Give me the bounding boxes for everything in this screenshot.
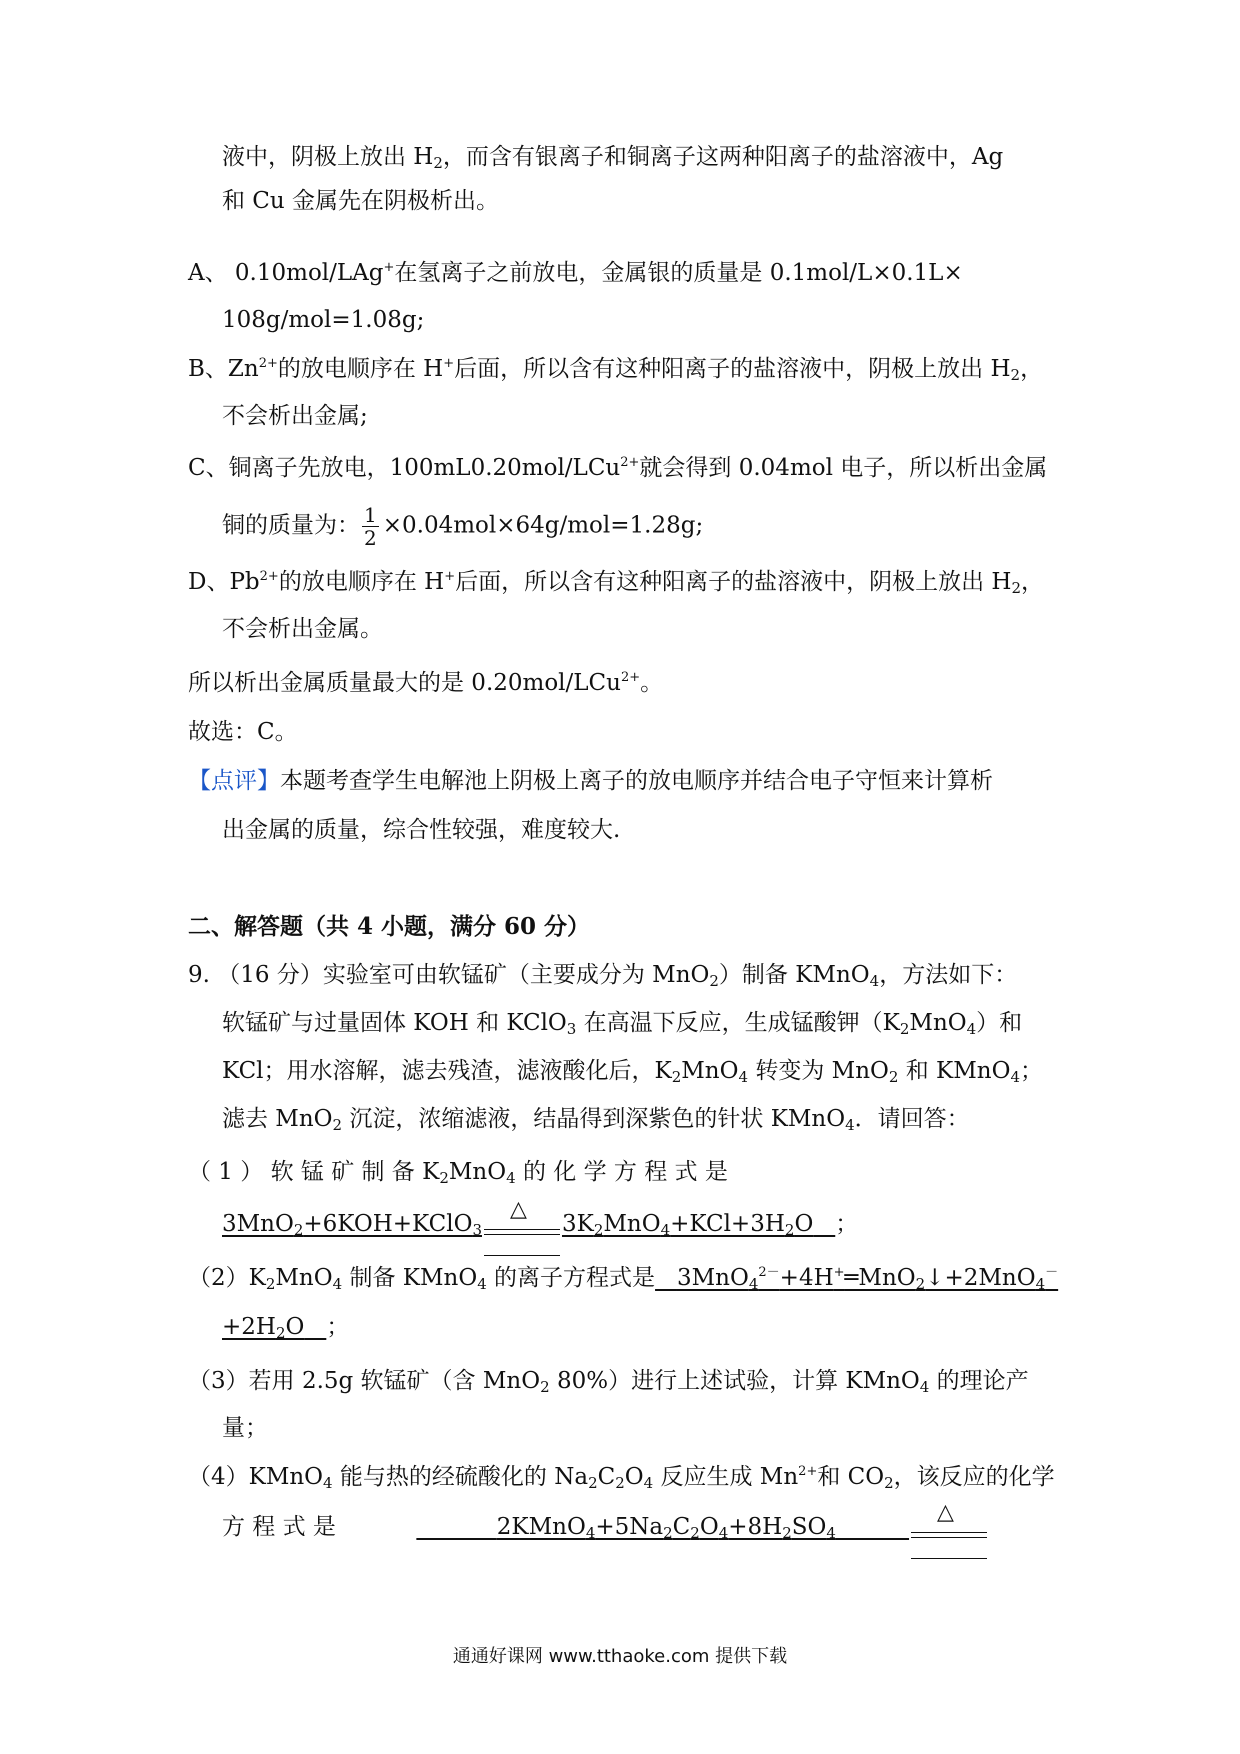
conclusion: 所以析出金属质量最大的是 0.20mol/LCu$^{2+}$。 xyxy=(188,670,664,696)
option-d-cont: 不会析出金属。 xyxy=(222,616,383,642)
answer: 故选：C。 xyxy=(188,719,298,745)
text-line: 液中，阴极上放出 $H_2$，而含有银离子和铜离子这两种阳离子的盐溶液中，Ag xyxy=(222,144,1004,172)
text-line: KCl；用水溶解，滤去残渣，滤液酸化后，$K_2MnO_4$ 转变为 MnO$_2$ 和 KMnO$_4$； xyxy=(222,1058,1043,1086)
option-c-cont: 铜的质量为： $\frac{1}{2}$ ×0.04mol×64g/mol=1.28g; xyxy=(222,503,704,550)
option-a: A、 0.10mol/LAg+在氢离子之前放电，金属银的质量是 0.1mol/L×0.1L× xyxy=(188,260,963,286)
section-heading: 二、解答题（共 4 小题，满分 60 分） xyxy=(188,913,591,940)
fraction: $\frac{1}{2}$ xyxy=(364,503,377,550)
heating-condition: △ xyxy=(482,1209,562,1239)
option-c: C、铜离子先放电，100mL0.20mol/LCu$^{2+}$就会得到 0.04mol 电子，所以析出金属 xyxy=(188,455,1048,481)
equation-4: 方 程 式 是 $2KMnO_4+5Na_2C_2O_4+8H_2SO_4$ △ xyxy=(222,1512,989,1542)
text-line: 和 Cu 金属先在阴极析出。 xyxy=(222,188,500,214)
review: 【点评】本题考查学生电解池上阴极上离子的放电顺序并结合电子守恒来计算析 xyxy=(188,768,993,794)
option-b: B、$Zn^{2+}$的放电顺序在 H+后面，所以含有这种阳离子的盐溶液中，阴极上放出 $H_2$， xyxy=(188,356,1044,384)
text-line: 滤去 MnO$_2$ 沉淀，浓缩滤液，结晶得到深紫色的针状 KMnO$_4$．请回答： xyxy=(222,1106,970,1134)
option-a-cont: 108g/mol=1.08g; xyxy=(222,307,425,333)
equation-1: 3MnO$_2$+6KOH+KClO$_3$ △ $3K_2MnO_4+KCl+3H_2O$ ； xyxy=(222,1209,858,1239)
option-d: D、$Pb^{2+}$的放电顺序在 H+后面，所以含有这种阳离子的盐溶液中，阴极上放出 $H_2$， xyxy=(188,569,1045,597)
equation-2-cont: $+2H_2O$ ； xyxy=(222,1314,350,1342)
sub-question-3: （3）若用 2.5g 软锰矿（含 MnO$_2$ 80%）进行上述试验，计算 KMnO$_4$ 的理论产 xyxy=(188,1368,1029,1396)
question-9: 9. （16 分）实验室可由软锰矿（主要成分为 MnO$_2$）制备 KMnO$_4$，方法如下： xyxy=(188,962,1018,990)
sub-question-1: （ 1 ） 软 锰 矿 制 备 $K_2MnO_4$ 的 化 学 方 程 式 是 xyxy=(188,1159,728,1187)
heating-condition: △ xyxy=(909,1512,989,1542)
footer-text: 通通好课网 www.tthaoke.com 提供下载 xyxy=(452,1646,788,1667)
option-b-cont: 不会析出金属; xyxy=(222,403,368,429)
sub-question-2: $(2)K_2MnO_4$ 制备 KMnO$_4$ 的离子方程式是 3MnO$_4^{2-}$+4H+═MnO$_2$↓+2MnO$_4$－ xyxy=(188,1265,1059,1293)
review-cont: 出金属的质量，综合性较强，难度较大. xyxy=(222,817,621,843)
review-tag: 【点评】 xyxy=(188,768,280,794)
text-line: 软锰矿与过量固体 KOH 和 KClO$_3$ 在高温下反应，生成锰酸钾$(K_2MnO_4)$和 xyxy=(222,1010,1023,1038)
text-line: 量； xyxy=(222,1415,268,1441)
sub-question-4: （4）KMnO$_4$ 能与热的经硫酸化的 $Na_2C_2O_4$ 反应生成 $Mn^{2+}$和 $CO_2$，该反应的化学 xyxy=(188,1464,1055,1492)
